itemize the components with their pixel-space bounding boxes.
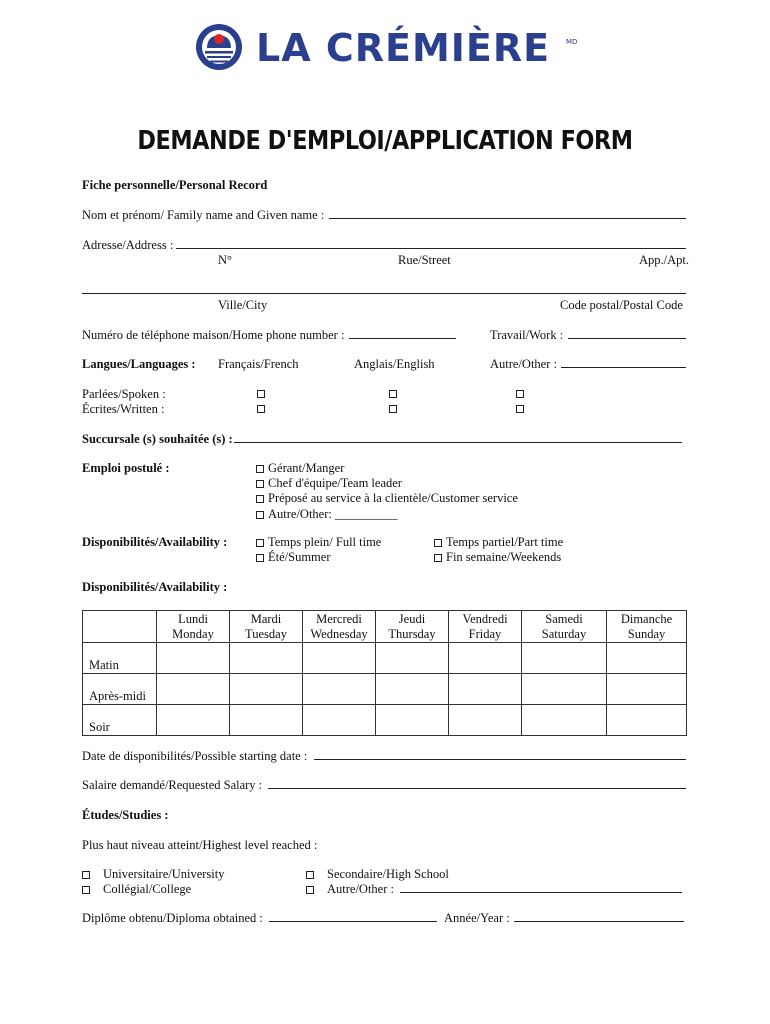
checkbox-icon: [256, 554, 264, 562]
availability-table: [82, 610, 687, 736]
availability-cell[interactable]: [522, 674, 607, 705]
availability-cell[interactable]: [522, 643, 607, 674]
city-label: Ville/City: [218, 298, 268, 312]
checkbox-icon: [256, 465, 264, 473]
branch-label: Succursale (s) souhaitée (s) :: [82, 432, 233, 446]
checkbox-icon: [82, 871, 90, 879]
availability-cell[interactable]: [157, 643, 230, 674]
checkbox-icon: [306, 886, 314, 894]
checkbox-icon: [256, 539, 264, 547]
start-date-label: Date de disponibilités/Possible starting date :: [82, 749, 308, 763]
study-option-college[interactable]: Collégial/College: [82, 882, 191, 897]
study-option-high-school[interactable]: Secondaire/High School: [306, 867, 449, 882]
availability-cell[interactable]: [449, 705, 522, 736]
name-field[interactable]: [329, 208, 686, 219]
day-header: Lundi Monday: [157, 611, 230, 643]
period-label: Matin: [83, 643, 157, 674]
availability-cell[interactable]: [303, 643, 376, 674]
position-option-customer-service[interactable]: Préposé au service à la clientèle/Customer service: [256, 491, 518, 506]
diploma-field[interactable]: [269, 911, 437, 922]
apt-label: App./Apt.: [639, 253, 689, 267]
brand-mark: MD: [566, 38, 578, 46]
study-option-university[interactable]: Universitaire/University: [82, 867, 225, 882]
table-row: [83, 674, 687, 705]
checkbox-icon: [434, 539, 442, 547]
table-header-row: [83, 611, 687, 643]
city-field[interactable]: [82, 283, 686, 294]
day-header: Dimanche Sunday: [607, 611, 687, 643]
period-label: Après-midi: [83, 674, 157, 705]
other-spoken-checkbox[interactable]: [516, 390, 524, 398]
logo-mark-icon: [194, 22, 244, 72]
work-phone-field[interactable]: [568, 328, 686, 339]
availability-schedule-label: Disponibilités/Availability :: [82, 580, 228, 594]
brand-logo: LA CRÉMIÈRE: [256, 26, 551, 70]
checkbox-icon: [434, 554, 442, 562]
address-label: Adresse/Address :: [82, 238, 174, 252]
period-label: Soir: [83, 705, 157, 736]
french-spoken-checkbox[interactable]: [257, 390, 265, 398]
position-option-team-leader[interactable]: Chef d'équipe/Team leader: [256, 476, 402, 491]
availability-cell[interactable]: [303, 705, 376, 736]
english-label: Anglais/English: [354, 357, 435, 371]
availability-cell[interactable]: [376, 674, 449, 705]
availability-cell[interactable]: [376, 705, 449, 736]
checkbox-icon: [306, 871, 314, 879]
home-phone-field[interactable]: [349, 328, 456, 339]
home-phone-label: Numéro de téléphone maison/Home phone number :: [82, 328, 345, 342]
english-spoken-checkbox[interactable]: [389, 390, 397, 398]
availability-cell[interactable]: [157, 674, 230, 705]
availability-weekends[interactable]: Fin semaine/Weekends: [434, 550, 561, 565]
day-header: Vendredi Friday: [449, 611, 522, 643]
availability-cell[interactable]: [376, 643, 449, 674]
name-label: Nom et prénom/ Family name and Given name :: [82, 208, 325, 222]
day-header: Jeudi Thursday: [376, 611, 449, 643]
position-option-manager[interactable]: Gérant/Manger: [256, 461, 344, 476]
french-label: Français/French: [218, 357, 299, 371]
availability-full-time[interactable]: Temps plein/ Full time: [256, 535, 381, 550]
position-label: Emploi postulé :: [82, 461, 170, 475]
availability-cell[interactable]: [522, 705, 607, 736]
availability-summer[interactable]: Été/Summer: [256, 550, 331, 565]
branch-field[interactable]: [234, 432, 682, 443]
availability-cell[interactable]: [230, 674, 303, 705]
address-field[interactable]: [176, 238, 686, 249]
checkbox-icon: [82, 886, 90, 894]
street-label: Rue/Street: [398, 253, 451, 267]
table-row: [83, 643, 687, 674]
table-corner-cell: [83, 611, 157, 643]
work-phone-label: Travail/Work :: [490, 328, 564, 342]
availability-cell[interactable]: [230, 705, 303, 736]
day-header: Mardi Tuesday: [230, 611, 303, 643]
other-written-checkbox[interactable]: [516, 405, 524, 413]
availability-cell[interactable]: [449, 643, 522, 674]
salary-field[interactable]: [268, 778, 686, 789]
checkbox-icon: [256, 495, 264, 503]
availability-cell[interactable]: [449, 674, 522, 705]
languages-label: Langues/Languages :: [82, 357, 196, 371]
number-label: N°: [218, 253, 233, 267]
form-title: DEMANDE D'EMPLOI/APPLICATION FORM: [137, 126, 633, 156]
year-field[interactable]: [514, 911, 684, 922]
checkbox-icon: [256, 480, 264, 488]
study-other-field[interactable]: [400, 882, 682, 893]
personal-record-heading: Fiche personnelle/Personal Record: [82, 178, 268, 192]
availability-cell[interactable]: [607, 674, 687, 705]
english-written-checkbox[interactable]: [389, 405, 397, 413]
other-language-label: Autre/Other :: [490, 357, 557, 371]
written-label: Écrites/Written :: [82, 402, 165, 416]
start-date-field[interactable]: [314, 749, 686, 760]
study-option-other[interactable]: Autre/Other :: [306, 882, 394, 897]
studies-heading: Études/Studies :: [82, 808, 169, 822]
availability-cell[interactable]: [607, 643, 687, 674]
availability-cell[interactable]: [303, 674, 376, 705]
availability-cell[interactable]: [157, 705, 230, 736]
position-option-other[interactable]: Autre/Other: __________: [256, 507, 398, 522]
availability-label: Disponibilités/Availability :: [82, 535, 228, 549]
french-written-checkbox[interactable]: [257, 405, 265, 413]
other-language-field[interactable]: [561, 357, 686, 368]
availability-part-time[interactable]: Temps partiel/Part time: [434, 535, 563, 550]
year-label: Année/Year :: [444, 911, 510, 925]
day-header: Mercredi Wednesday: [303, 611, 376, 643]
spoken-label: Parlées/Spoken :: [82, 387, 166, 401]
availability-cell[interactable]: [230, 643, 303, 674]
postal-code-label: Code postal/Postal Code: [560, 298, 683, 312]
salary-label: Salaire demandé/Requested Salary :: [82, 778, 263, 792]
diploma-label: Diplôme obtenu/Diploma obtained :: [82, 911, 263, 925]
day-header: Samedi Saturday: [522, 611, 607, 643]
table-row: [83, 705, 687, 736]
highest-level-label: Plus haut niveau atteint/Highest level reached :: [82, 838, 318, 852]
checkbox-icon: [256, 511, 264, 519]
availability-cell[interactable]: [607, 705, 687, 736]
